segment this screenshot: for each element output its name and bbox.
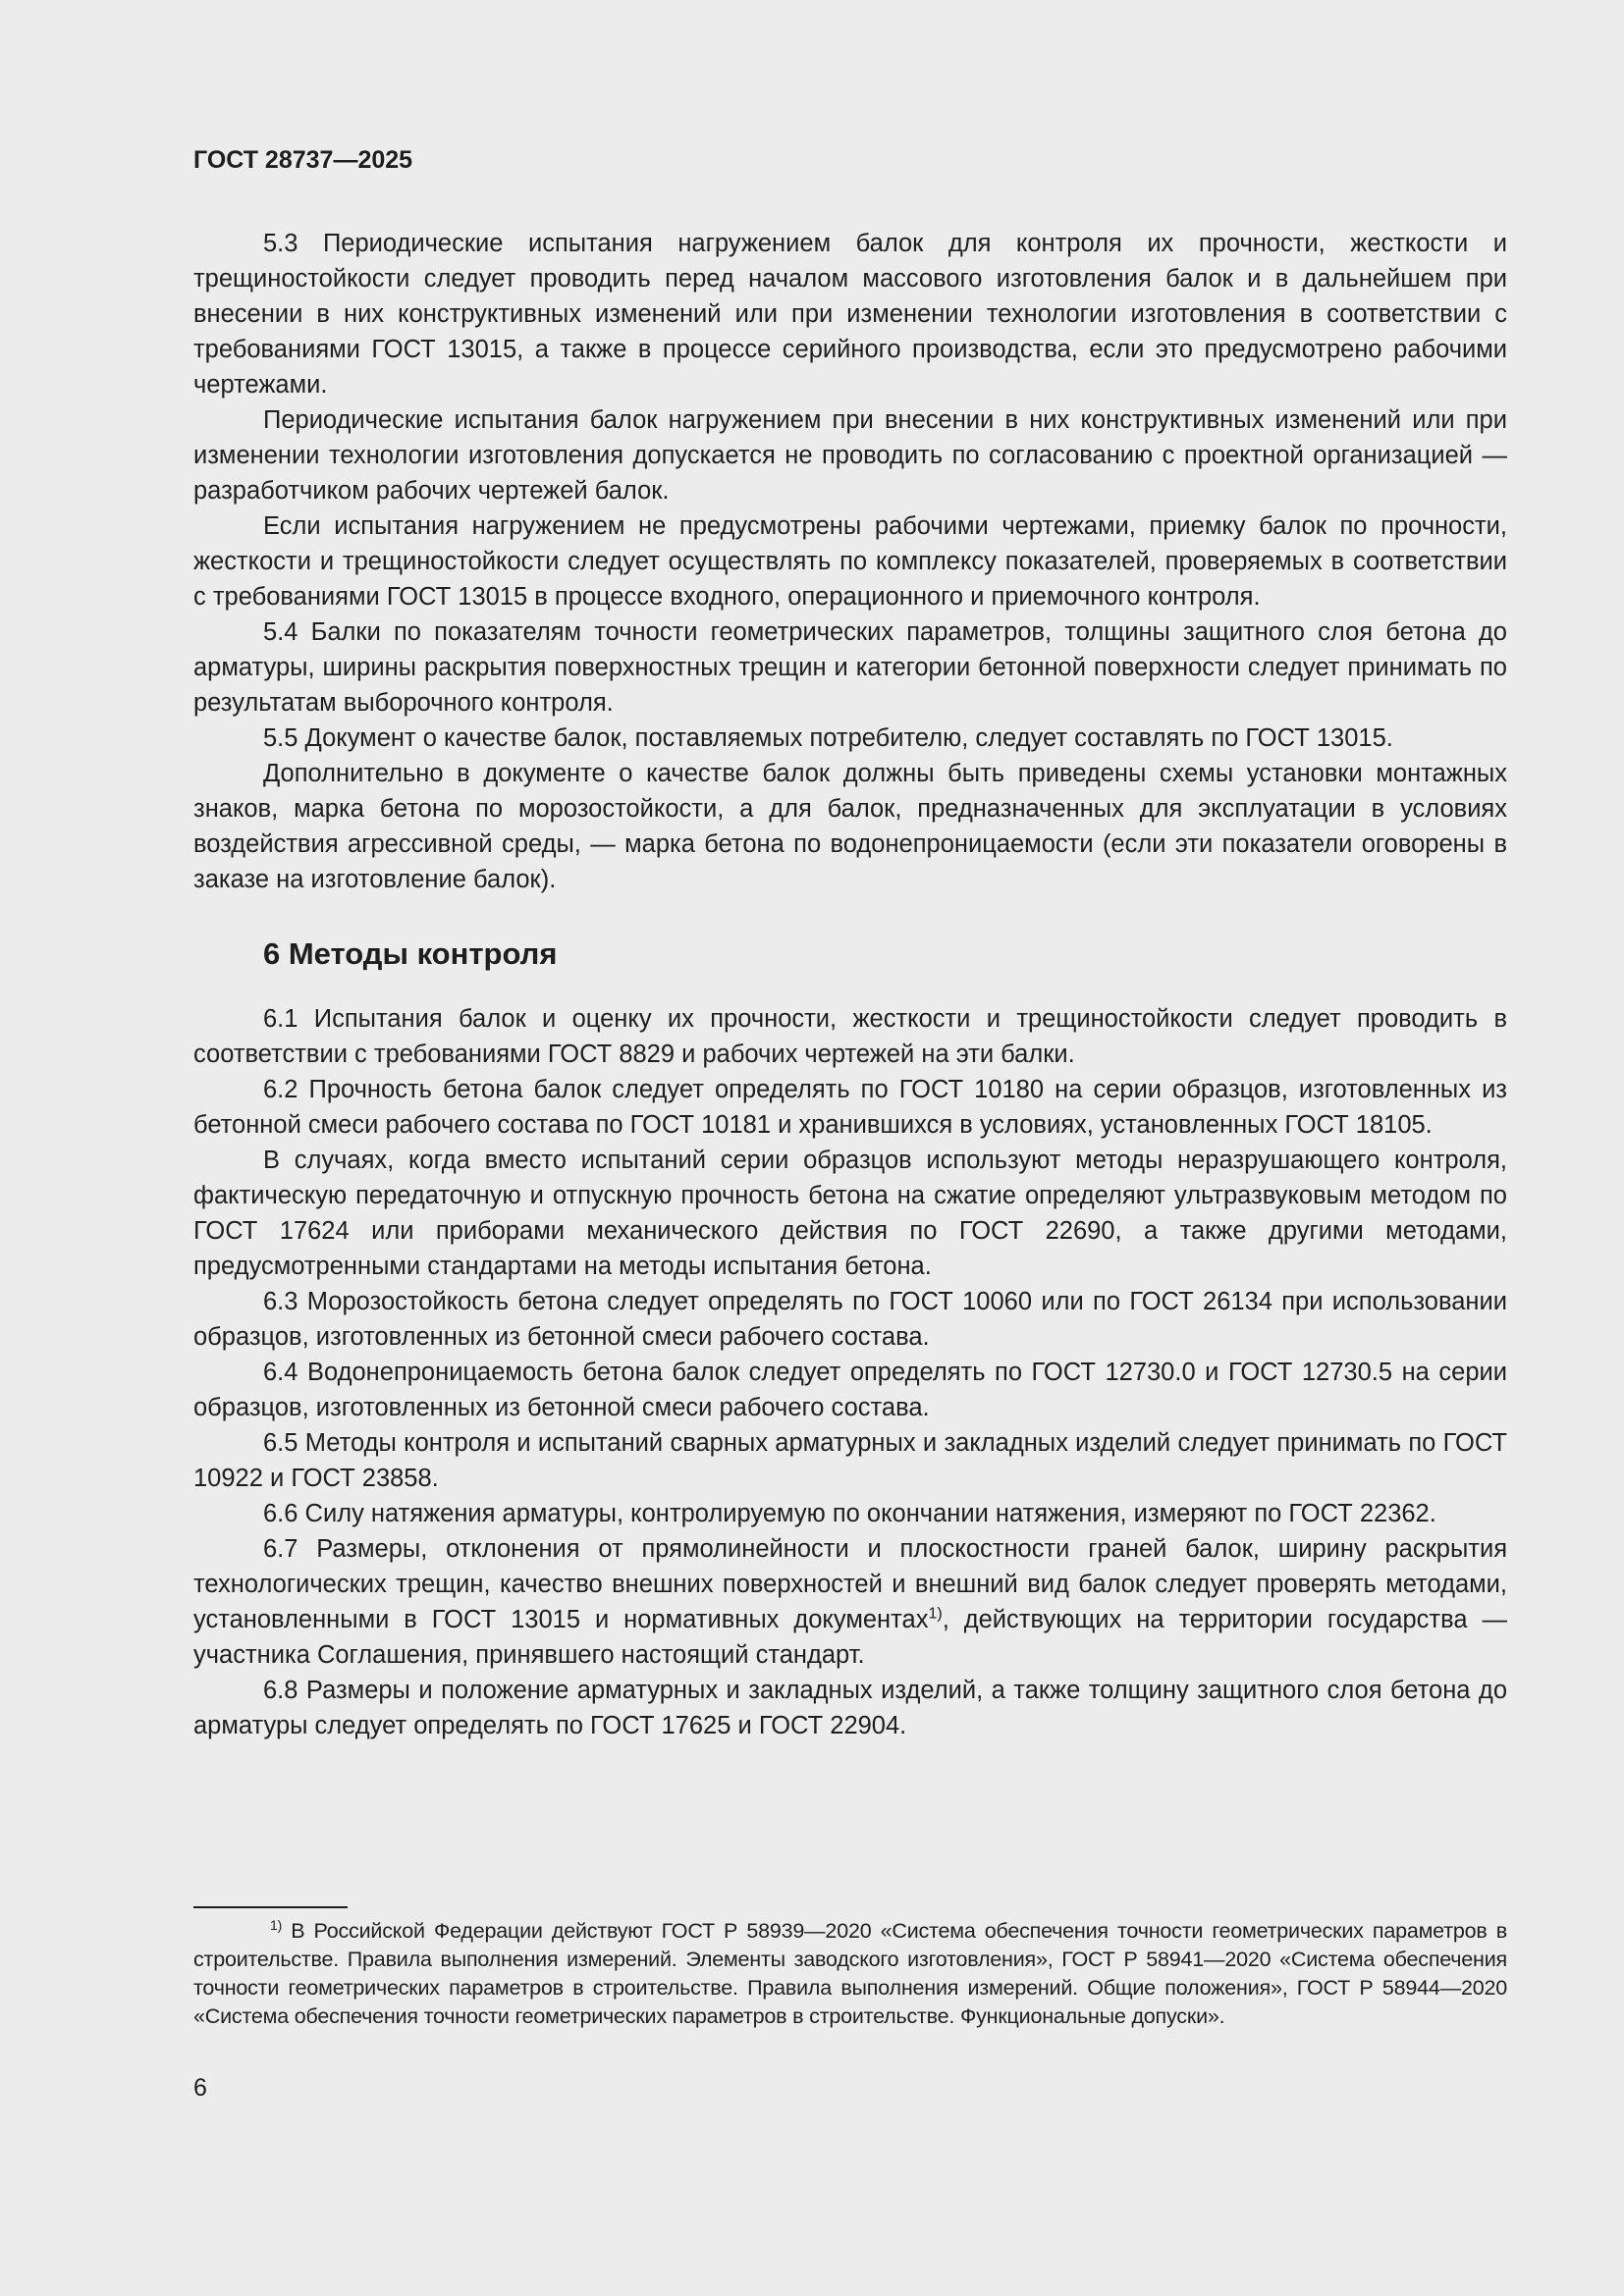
paragraph-6-7 <box>193 1531 1507 1673</box>
footnote-marker: 1) <box>270 1916 283 1933</box>
paragraph-6-8: 6.8 Размеры и положение арматурных и закладных изделий, а также толщину защитного слоя бетона до арматуры следует определять по ГОСТ 17625 и ГОСТ 22904. <box>193 1677 1507 1739</box>
paragraph-5-5: 5.5 Документ о качестве балок, поставляемых потребителю, следует составлять по ГОСТ 13015. <box>263 724 1393 752</box>
paragraph-5-3: 5.3 Периодические испытания нагружением балок для контроля их прочности, жесткости и трещиностойкости следует проводить перед началом массового изготовления балок и в дальнейшем при внесении в них конструктивных изменений или при изменении технологии изготовления в соответствии с требованиями ГОСТ 13015, а также в процессе серийного производства, если это предусмотрено рабочими чертежами. <box>193 230 1507 399</box>
footnote <box>193 1917 1507 2031</box>
paragraph-6-4: 6.4 Водонепроницаемость бетона балок следует определять по ГОСТ 12730.0 и ГОСТ 12730.5 на серии образцов, изготовленных из бетонной смеси рабочего состава. <box>193 1359 1507 1421</box>
paragraph-6-3: 6.3 Морозостойкость бетона следует определять по ГОСТ 10060 или по ГОСТ 26134 при использовании образцов, изготовленных из бетонной смеси рабочего состава. <box>193 1288 1507 1351</box>
section-heading-6: 6 Методы контроля <box>263 936 558 971</box>
paragraph-6-2-nondestructive: В случаях, когда вместо испытаний серии образцов используют методы неразрушающего контроля, фактическую передаточную и отпускную прочность бетона на сжатие определяют ультразвуковым методом по ГОСТ 17624 или приборами механического действия по ГОСТ 22690, а также другими методами, предусмотренными стандартами на методы испытания бетона. <box>193 1147 1507 1280</box>
paragraph-6-1: 6.1 Испытания балок и оценку их прочности, жесткости и трещиностойкости следует проводить в соответствии с требованиями ГОСТ 8829 и рабочих чертежей на эти балки. <box>193 1005 1507 1068</box>
paragraph-6-7-text-end: , действующих на территории государства — участника Соглашения, принявшего настоящий стандарт. <box>193 1606 1507 1669</box>
paragraph-6-2: 6.2 Прочность бетона балок следует определять по ГОСТ 10180 на серии образцов, изготовленных из бетонной смеси рабочего состава по ГОСТ 10181 и хранившихся в условиях, установленных ГОСТ 18105. <box>193 1076 1507 1139</box>
paragraph-5-3-acceptance: Если испытания нагружением не предусмотрены рабочими чертежами, приемку балок по прочности, жесткости и трещиностойкости следует осуществлять по комплексу показателей, проверяемых в соответствии с требованиями ГОСТ 13015 в процессе входного, операционного и приемочного контроля. <box>193 512 1507 611</box>
footnote-divider <box>193 1906 348 1908</box>
document-page <box>193 145 1507 1743</box>
document-header: ГОСТ 28737—2025 <box>193 146 413 174</box>
footnote-text: В Российской Федерации действуют ГОСТ Р 58939—2020 «Система обеспечения точности геометрических параметров в строительстве. Правила выполнения измерений. Элементы заводского изготовления», ГОСТ Р 58941—2020 «Система обеспечения точности геометрических параметров в строительстве. Правила выполнения измерений. Общие положения», ГОСТ Р 58944—2020 «Система обеспечения точности геометрических параметров в строительстве. Функциональные допуски». <box>193 1919 1507 2028</box>
footnote-reference: 1) <box>928 1605 943 1623</box>
paragraph-5-4: 5.4 Балки по показателям точности геометрических параметров, толщины защитного слоя бетона до арматуры, ширины раскрытия поверхностных трещин и категории бетонной поверхности следует принимать по результатам выборочного контроля. <box>193 618 1507 717</box>
footnote-area <box>193 1906 1507 2031</box>
paragraph-6-5: 6.5 Методы контроля и испытаний сварных арматурных и закладных изделий следует принимать по ГОСТ 10922 и ГОСТ 23858. <box>193 1429 1507 1492</box>
paragraph-5-3-periodic: Периодические испытания балок нагружением при внесении в них конструктивных изменений или при изменении технологии изготовления допускается не проводить по согласованию с проектной организацией — разработчиком рабочих чертежей балок. <box>193 406 1507 505</box>
paragraph-5-5-additional: Дополнительно в документе о качестве балок должны быть приведены схемы установки монтажных знаков, марка бетона по морозостойкости, а для балок, предназначенных для эксплуатации в условиях воздействия агрессивной среды, — марка бетона по водонепроницаемости (если эти показатели оговорены в заказе на изготовление балок). <box>193 760 1507 893</box>
page-number: 6 <box>193 2074 207 2102</box>
paragraph-6-6: 6.6 Силу натяжения арматуры, контролируемую по окончании натяжения, измеряют по ГОСТ 22362. <box>263 1500 1436 1527</box>
paragraph-6-7-text: 6.7 Размеры, отклонения от прямолинейности и плоскостности граней балок, ширину раскрытия технологических трещин, качество внешних поверхностей и внешний вид балок следует проверять методами, установленными в ГОСТ 13015 и нормативных документах <box>193 1535 1507 1633</box>
